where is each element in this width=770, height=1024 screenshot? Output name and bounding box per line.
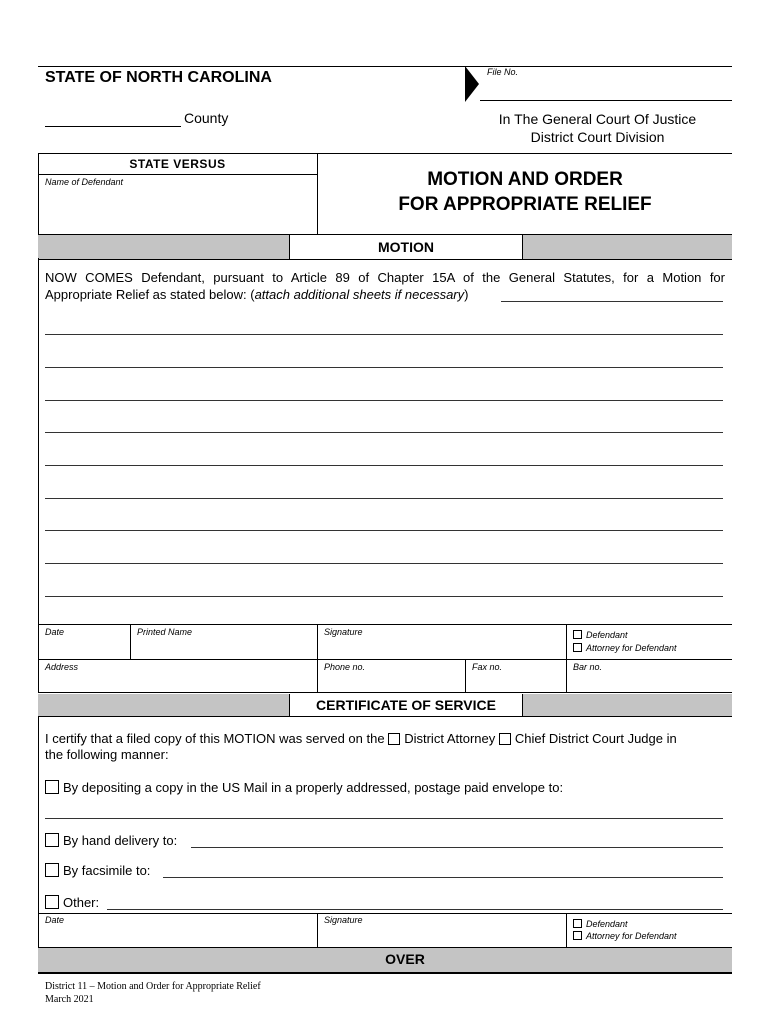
certify-line-1: I certify that a filed copy of this MOTION was served on the District Attorney Chief District Court Judge in xyxy=(45,731,677,746)
facsimile-option[interactable]: By facsimile to: xyxy=(45,863,150,878)
motion-sig-top xyxy=(38,624,732,625)
county-input[interactable] xyxy=(45,126,181,127)
motion-defendant-checkbox[interactable] xyxy=(573,630,582,639)
cert-date-label: Date xyxy=(45,915,65,925)
motion-line-4[interactable] xyxy=(45,432,723,433)
other-checkbox[interactable] xyxy=(45,895,59,909)
cert-attorney-checkbox[interactable] xyxy=(573,931,582,940)
file-no-arrow-icon xyxy=(464,66,480,102)
top-border xyxy=(38,66,732,67)
certificate-left-border xyxy=(38,716,39,914)
other-option[interactable]: Other: xyxy=(45,895,99,910)
motion-printed-name-label: Printed Name xyxy=(137,627,193,637)
motion-line-6[interactable] xyxy=(45,498,723,499)
motion-sig-left xyxy=(38,624,39,692)
motion-body-line-1: NOW COMES Defendant, pursuant to Article 89 of Chapter 15A of the General Statutes, for a Motion for xyxy=(45,270,725,285)
motion-heading: MOTION xyxy=(289,235,523,259)
mail-checkbox[interactable] xyxy=(45,780,59,794)
court-line-2: District Court Division xyxy=(530,129,665,145)
form-title-line-1: MOTION AND ORDER xyxy=(427,169,623,190)
facsimile-checkbox[interactable] xyxy=(45,863,59,877)
file-no-line[interactable] xyxy=(480,100,732,101)
county-label: County xyxy=(184,110,229,126)
state-name: STATE OF NORTH CAROLINA xyxy=(45,69,272,86)
motion-sig-bottom xyxy=(38,692,732,693)
file-no-label: File No. xyxy=(487,67,519,77)
motion-line-7[interactable] xyxy=(45,530,723,531)
footer-date: March 2021 xyxy=(45,994,94,1005)
over-label: OVER xyxy=(385,951,425,967)
motion-defendant-option[interactable]: Defendant xyxy=(573,630,628,640)
certify-line-2: the following manner: xyxy=(45,747,169,762)
facsimile-line[interactable] xyxy=(163,877,723,878)
motion-body-line-2: Appropriate Relief as stated below: (attach additional sheets if necessary) xyxy=(45,287,469,302)
motion-sig-div-3 xyxy=(465,659,466,692)
cert-sig-top xyxy=(38,913,732,914)
mail-option[interactable]: By depositing a copy in the US Mail in a properly addressed, postage paid envelope to: xyxy=(45,780,563,795)
mail-address-line[interactable] xyxy=(45,818,723,819)
hand-delivery-line[interactable] xyxy=(191,847,723,848)
motion-sig-mid xyxy=(38,659,732,660)
motion-date-label: Date xyxy=(45,627,65,637)
motion-address-label: Address xyxy=(45,662,79,672)
hand-delivery-option[interactable]: By hand delivery to: xyxy=(45,833,177,848)
defendant-name-field[interactable] xyxy=(45,190,311,230)
motion-line-1[interactable] xyxy=(45,334,723,335)
motion-line-3[interactable] xyxy=(45,400,723,401)
motion-fax-label: Fax no. xyxy=(472,662,503,672)
motion-sig-div-2 xyxy=(317,624,318,692)
footer-form-name: District 11 – Motion and Order for Appropriate Relief xyxy=(45,981,261,992)
motion-line-0[interactable] xyxy=(501,301,723,302)
court-line-1: In The General Court Of Justice xyxy=(498,111,697,127)
hand-delivery-checkbox[interactable] xyxy=(45,833,59,847)
certificate-heading: CERTIFICATE OF SERVICE xyxy=(289,694,523,716)
district-attorney-checkbox[interactable] xyxy=(388,733,400,745)
cert-sig-div-2 xyxy=(566,913,567,947)
header-divider xyxy=(38,153,732,154)
cert-signature-label: Signature xyxy=(324,915,363,925)
motion-sig-div-4 xyxy=(566,624,567,692)
motion-sig-div-1 xyxy=(130,624,131,659)
chief-judge-checkbox[interactable] xyxy=(499,733,511,745)
motion-attorney-checkbox[interactable] xyxy=(573,643,582,652)
motion-signature-label: Signature xyxy=(324,627,363,637)
motion-left-border xyxy=(38,258,39,624)
motion-line-8[interactable] xyxy=(45,563,723,564)
motion-bar-label: Bar no. xyxy=(573,662,603,672)
motion-line-2[interactable] xyxy=(45,367,723,368)
cert-defendant-checkbox[interactable] xyxy=(573,919,582,928)
other-line[interactable] xyxy=(107,909,723,910)
motion-line-5[interactable] xyxy=(45,465,723,466)
motion-phone-label: Phone no. xyxy=(324,662,366,672)
state-versus-label: STATE VERSUS xyxy=(129,157,226,171)
motion-attorney-option[interactable]: Attorney for Defendant xyxy=(573,643,677,653)
form-title-line-2: FOR APPROPRIATE RELIEF xyxy=(398,194,652,215)
cert-defendant-option[interactable]: Defendant xyxy=(573,919,628,929)
cert-attorney-option[interactable]: Attorney for Defendant xyxy=(573,931,677,941)
name-of-defendant-label: Name of Defendant xyxy=(45,177,124,187)
state-versus-underline xyxy=(38,174,317,175)
motion-line-9[interactable] xyxy=(45,596,723,597)
cert-sig-div-1 xyxy=(317,913,318,947)
